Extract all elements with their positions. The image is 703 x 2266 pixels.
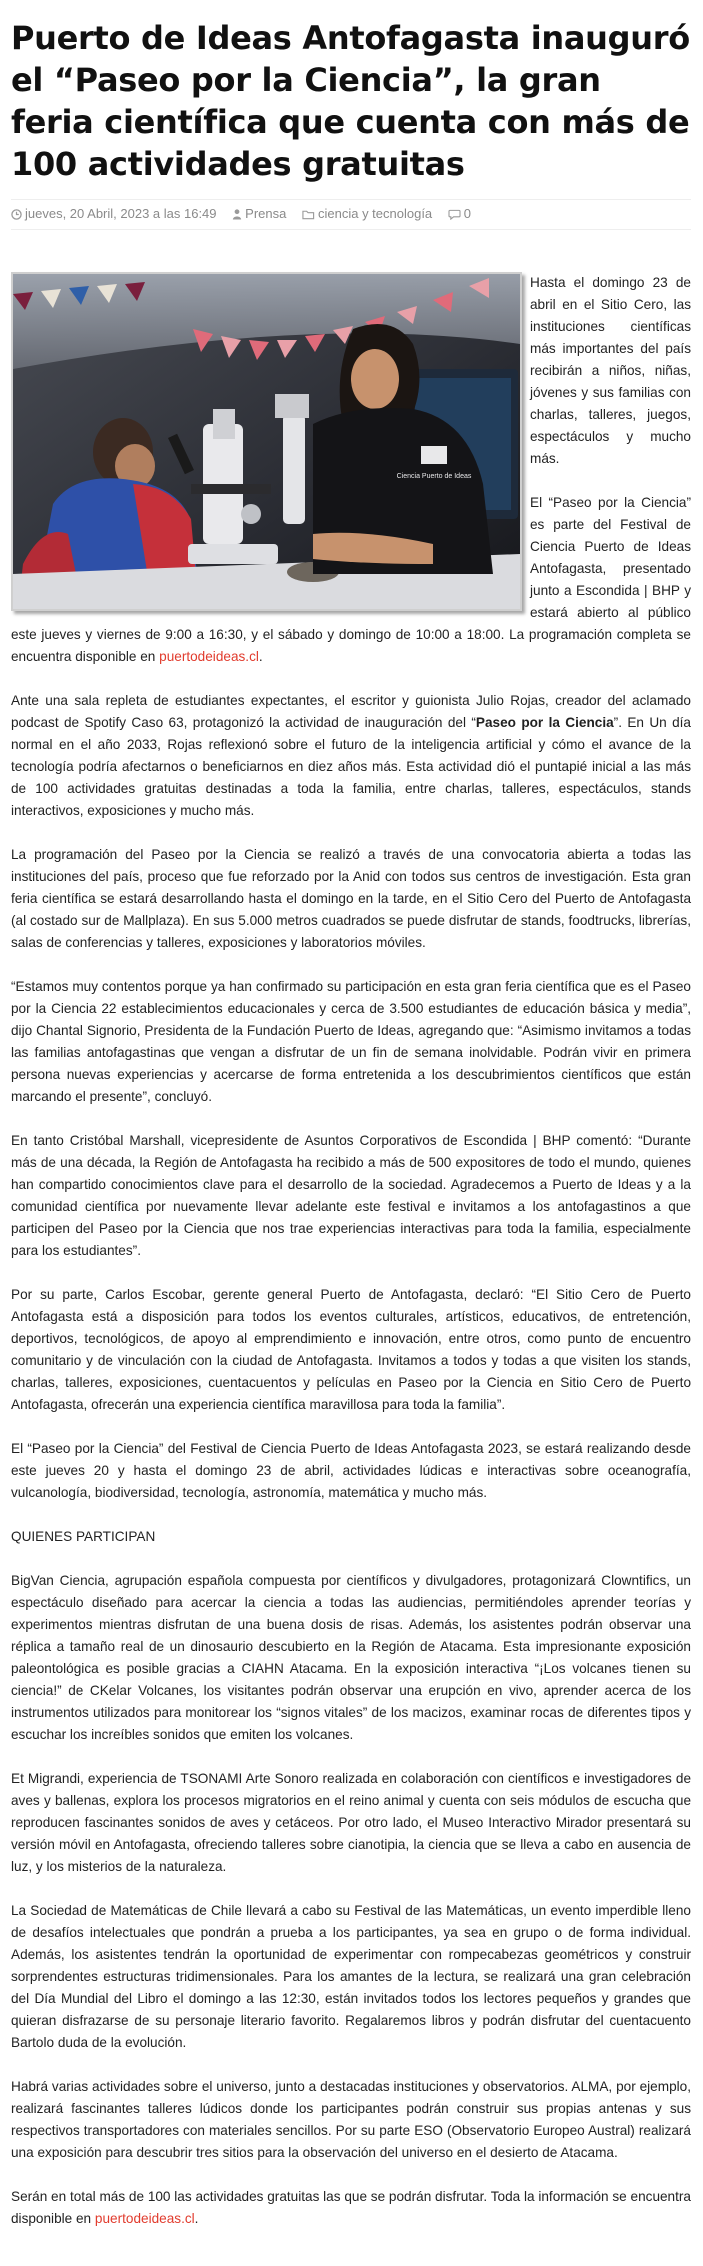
paragraph-10: Et Migrandi, experiencia de TSONAMI Arte Sonoro realizada en colaboración con científicos e investigadores de aves y ballenas, explora los procesos migratorios en el reino animal y cuenta con seis módulos de escucha que reproducen fascinantes sonidos de aves y cetáceos. Por otro lado, el Museo Interactivo Mirador presentará su versión móvil en Antofagasta, ofreciendo talleres sobre cianotipia, la ciencia que se lleva a cabo en ausencia de luz, y los misterios de la naturaleza. [11,1771,691,1874]
paragraph-3 [11,690,691,822]
paragraph-4: La programación del Paseo por la Ciencia se realizó a través de una convocatoria abierta a todas las instituciones del país, proceso que fue reforzado por la Anid con todos sus centros de investigación. Esta gran feria científica se estará desarrollando hasta el domingo en la tarde, en el Sitio Cero del Puerto de Antofagasta (al costado sur de Mallplaza). En sus 5.000 metros cuadrados se puede disfrutar de stands, foodtrucks, librerías, salas de conferencias y talleres, exposiciones y laboratorios móviles. [11,847,691,950]
folder-icon [302,209,315,220]
meta-author[interactable] [232,206,286,221]
paragraph-7: Por su parte, Carlos Escobar, gerente general Puerto de Antofagasta, declaró: “El Sitio Cero de Puerto Antofagasta está a disposición para todos los eventos culturales, artísticos, educativos, de entretención, deportivos, tecnológicos, de apoyo al emprendimiento e innovación, entre otros, como punto de encuentro comunitario y de vinculación con la ciudad de Antofagasta. Invitamos a todos y todas a que visiten los stands, charlas, talleres, exposiciones, cuentacuentos y películas en Paseo por la Ciencia en Sitio Cero de Puerto Antofagasta, ofrecerán una experiencia científica maravillosa para toda la familia”. [11,1287,691,1412]
section-heading: QUIENES PARTICIPAN [11,1529,156,1544]
paragraph-6: En tanto Cristóbal Marshall, vicepresidente de Asuntos Corporativos de Escondida | BHP comentó: “Durante más de una década, la Región de Antofagasta ha recibido a más de 500 expositores de todo el mundo, quienes han compartido conocimientos clave para el desarrollo de la sociedad. Agradecemos a Puerto de Ideas y a la comunidad científica por nuevamente llevar adelante este festival e invitamos a los antofagastinos a que participen del Paseo por la Ciencia que nos trae experiencias interactivas para toda la familia, especialmente para los estudiantes”. [11,1133,691,1258]
photo-logo-text: Ciencia Puerto de Ideas [396,473,472,480]
article-photo [11,272,522,611]
meta-date-text: jueves, 20 Abril, 2023 a las 16:49 [25,206,217,221]
meta-comments-count: 0 [463,206,472,221]
paragraph-3-after: ”. En Un día normal en el año 2033, Rojas reflexionó sobre el futuro de la inteligencia artificial y cómo el avance de la tecnología podría afectarnos o beneficiarnos en diez años más. Esta actividad dió el puntapié inicial a las más de 100 actividades gratuitas destinadas a toda la familia, entre charlas, talleres, espectáculos, stands interactivos, exposiciones y mucho más. [11,715,691,818]
paragraph-9: BigVan Ciencia, agrupación española compuesta por científicos y divulgadores, protagonizará Clowntifics, un espectáculo diseñado para acercar la ciencia a todas las audiencias, permitiéndoles aprender teorías y experimentos mientras disfrutan de una buena dosis de risas. Además, los asistentes podrán observar una réplica a tamaño real de un dinosaurio descubierto en la Región de Atacama. Esta impresionante exposición paleontológica es posible gracias a CIAHN Atacama. En la exposición interactiva “¡Los volcanes tienen su ciencia!” de CKelar Volcanes, los visitantes podrán observar una erupción en vivo, aprender acerca de los instrumentos utilizados para monitorear los “signos vitales” de los macizos, examinar rocas de diferentes tipos y escuchar los increíbles sonidos que emiten los volcanes. [11,1573,691,1742]
paragraph-13 [11,2186,691,2230]
paragraph-12: Habrá varias actividades sobre el universo, junto a destacadas instituciones y observatorios. ALMA, por ejemplo, realizará fascinantes talleres lúdicos donde los participantes podrán construir sus propias antenas y sus respectivos transportadores con materiales sencillos. Por su parte ESO (Observatorio Europeo Austral) realizará una exposición para descubrir tres sitios para la observación del universo en el desierto de Atacama. [11,2079,691,2160]
article [11,0,691,2252]
paragraph-2-end: . [258,649,263,664]
paragraph-13-end: . [194,2211,199,2226]
paragraph-8: El “Paseo por la Ciencia” del Festival de Ciencia Puerto de Ideas Antofagasta 2023, se estará realizando desde este jueves 20 y hasta el domingo 23 de abril, actividades lúdicas e interactivas sobre oceanografía, vulcanología, biodiversidad, tecnología, astronomía, matemática y mucho más. [11,1441,691,1500]
paragraph-3-bold: Paseo por la Ciencia [475,715,614,730]
paragraph-2-text: El “Paseo por la Ciencia” es parte del Festival de Ciencia Puerto de Ideas Antofagasta, presentado junto a Escondida | BHP y estará abierto al público este jueves y viernes de 9:00 a 16:30, y el sábado y domingo de 10:00 a 18:00. La programación completa se encuentra disponible en [11,495,691,664]
clock-icon [11,209,22,220]
article-title: Puerto de Ideas Antofagasta inauguró el “Paseo por la Ciencia”, la gran feria científica que cuenta con más de 100 actividades gratuitas [11,19,690,183]
meta-category-text: ciencia y tecnología [317,206,433,221]
meta-category[interactable] [302,206,432,221]
article-meta [11,199,691,230]
intro-paragraph: Hasta el domingo 23 de abril en el Sitio Cero, las instituciones científicas más importantes del país recibirán a niños, niñas, jóvenes y sus familias con charlas, talleres, juegos, espectáculos y mucho más. [530,275,691,466]
comment-icon [448,209,461,220]
meta-date [11,206,217,221]
meta-author-text: Prensa [245,206,287,221]
paragraph-11: La Sociedad de Matemáticas de Chile llevará a cabo su Festival de las Matemáticas, un evento imperdible lleno de desafíos intelectuales que pondrán a prueba a los participantes, ya sea en grupo o de forma individual. Además, los asistentes tendrán la oportunidad de experimentar con rompecabezas geométricos y construir sorprendentes estructuras tridimensionales. Para los amantes de la lectura, se realizará una gran celebración del Día Mundial del Libro el domingo a las 12:30, están invitados todos los lectores pequeños y grandes que quieran disfrazarse de su personaje literario favorito. Regalaremos libros y podrán disfrutar del cuentacuento Bartolo duda de la evolución. [11,1903,691,2050]
paragraph-3-before: Ante una sala repleta de estudiantes expectantes, el escritor y guionista Julio Rojas, creador del aclamado podcast de Spotify Caso 63, protagonizó la actividad de inauguración del “ [11,693,691,730]
puertodeideas-link[interactable]: puertodeideas.cl [159,649,259,664]
paragraph-5: “Estamos muy contentos porque ya han confirmado su participación en esta gran feria científica que es el Paseo por la Ciencia 22 establecimientos educacionales y cerca de 3.500 estudiantes de educación básica y media”, dijo Chantal Signorio, Presidenta de la Fundación Puerto de Ideas, agregando que: “Asimismo invitamos a todas las familias antofagastinas que vengan a disfrutar de un fin de semana inolvidable. Podrán vivir en primera persona nuevas experiencias y acercarse de forma entretenida a los descubrimientos científicos que están marcando el presente”, concluyó. [11,979,691,1104]
photo-illustration [13,274,520,609]
user-icon [232,209,242,220]
puertodeideas-link-footer[interactable]: puertodeideas.cl [94,2211,195,2226]
paragraph-13-text: Serán en total más de 100 las actividades gratuitas las que se podrán disfrutar. Toda la información se encuentra disponible en [11,2189,691,2226]
meta-comments[interactable] [448,206,471,221]
article-body [11,272,691,2230]
